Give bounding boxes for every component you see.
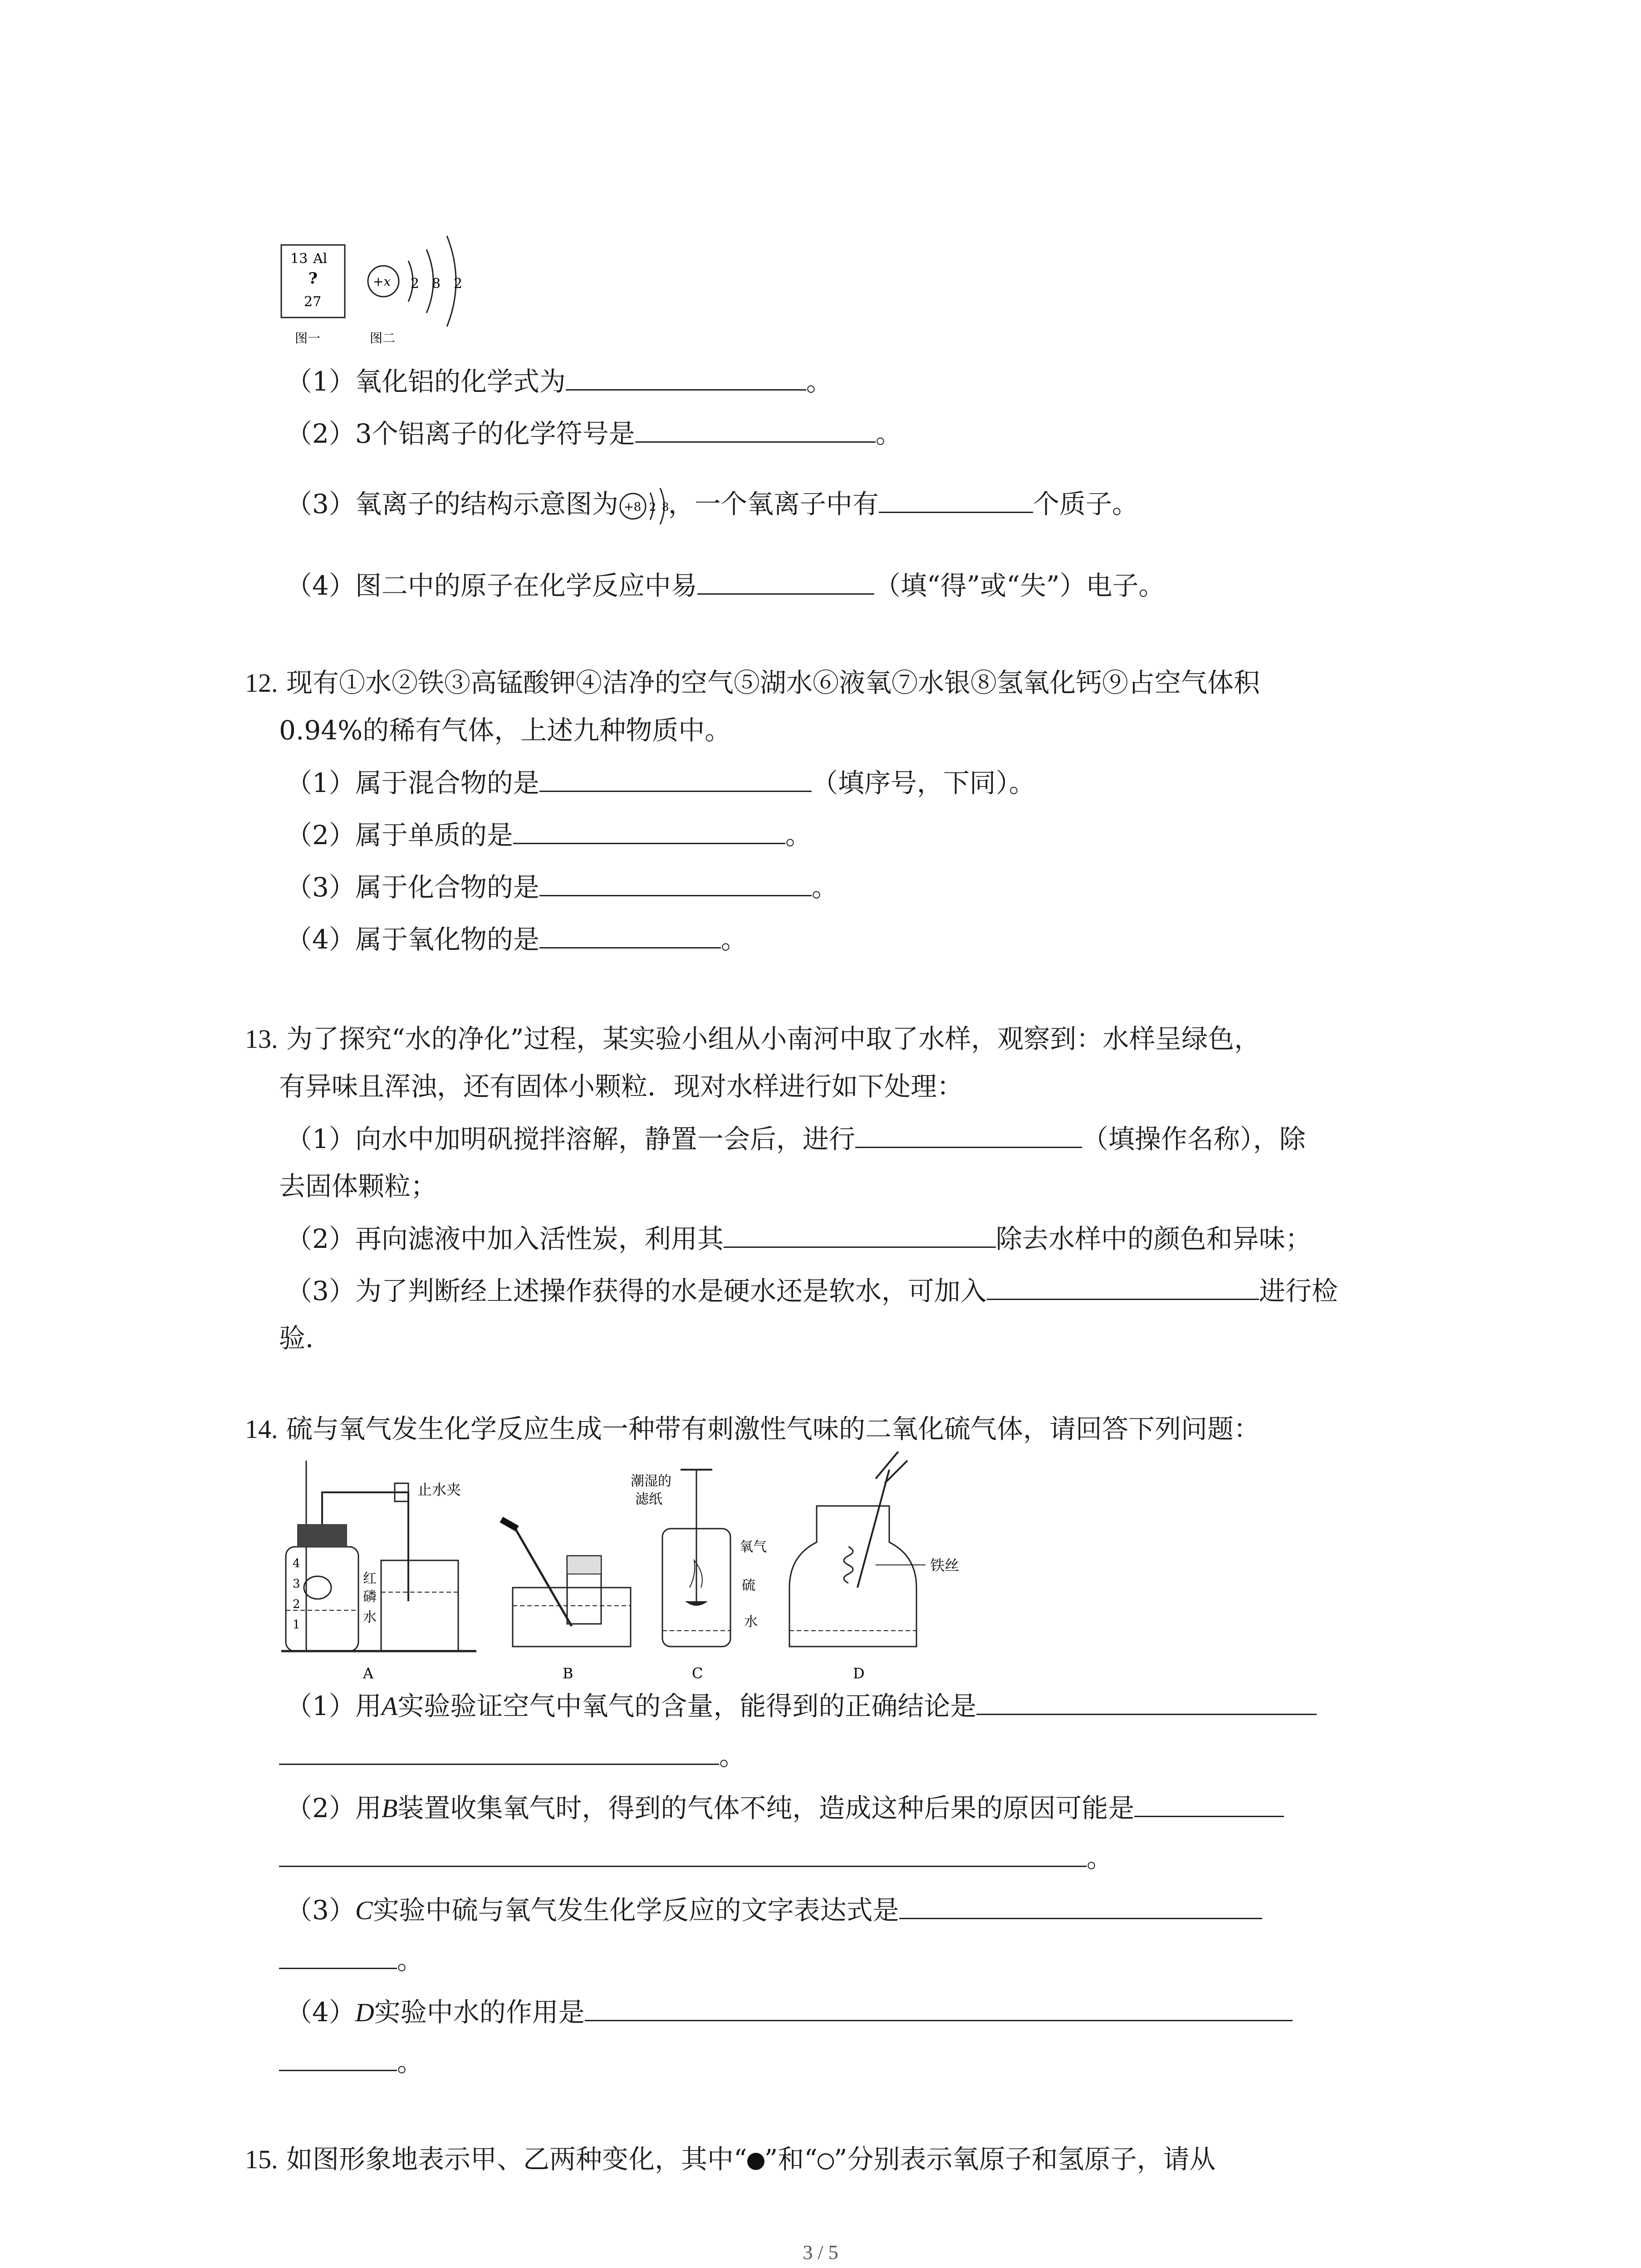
q11-answer-blank-1[interactable] xyxy=(566,363,806,391)
q15-number: 15. xyxy=(245,2145,278,2174)
page-number: 3 / 5 xyxy=(803,2241,838,2263)
q11-part4: （4）图二中的原子在化学反应中易 （填“得”或“失”）电子。 xyxy=(286,567,1165,604)
q14-answer-blank-2b[interactable] xyxy=(279,1839,1087,1867)
q14-answer-blank-4b[interactable] xyxy=(279,2043,397,2071)
q13-part3-line2: 验． xyxy=(279,1323,332,1354)
svg-text:水: 水 xyxy=(744,1614,758,1630)
svg-text:A: A xyxy=(363,1665,374,1682)
q12-part3: （3）属于化合物的是 。 xyxy=(286,869,838,905)
q12-answer-blank-1[interactable] xyxy=(539,764,812,792)
bottle-d xyxy=(789,1506,916,1647)
svg-text:红: 红 xyxy=(363,1571,377,1587)
svg-text:4: 4 xyxy=(293,1557,300,1570)
element-and-atom-figure xyxy=(272,218,508,354)
svg-text:磷: 磷 xyxy=(363,1589,377,1605)
q14-part1-line2: 。 xyxy=(279,1737,745,1774)
q14-part2-line2: 。 xyxy=(279,1839,1113,1876)
q11-answer-blank-2[interactable] xyxy=(635,415,876,443)
svg-text:+8: +8 xyxy=(623,500,642,514)
svg-text:1: 1 xyxy=(293,1618,300,1632)
q13-answer-blank-3[interactable] xyxy=(987,1272,1259,1300)
q12-part2: （2）属于单质的是 。 xyxy=(286,816,812,853)
q12-part4: （4）属于氧化物的是 。 xyxy=(286,921,747,958)
svg-text:止水夹: 止水夹 xyxy=(417,1481,461,1498)
caption-fig2: 图二 xyxy=(370,331,396,346)
element-unknown: ? xyxy=(309,269,318,288)
beaker-a xyxy=(381,1560,458,1651)
svg-text:D: D xyxy=(853,1665,865,1682)
q12-stem-line2: 0.94%的稀有气体，上述九种物质中。 xyxy=(279,715,731,746)
q13-part3: （3）为了判断经上述操作获得的水是硬水还是软水，可加入 进行检 xyxy=(286,1272,1338,1309)
q12-number: 12. xyxy=(245,668,278,698)
q11-part3: （3）氧离子的结构示意图为 +8 2 8 ，一个氧离子中有 个质子。 xyxy=(286,485,1138,527)
oxygen-ion-diagram xyxy=(618,486,668,527)
svg-text:3: 3 xyxy=(293,1577,300,1591)
q12-answer-blank-4[interactable] xyxy=(539,921,721,948)
stopper-a xyxy=(297,1524,347,1547)
q12-part1: （1）属于混合物的是 （填序号，下同）。 xyxy=(286,764,1035,801)
q13-number: 13. xyxy=(245,1024,278,1054)
q14-part3-line2: 。 xyxy=(279,1941,423,1978)
element-symbol: Al xyxy=(313,251,328,267)
q14-part3: （3）C实验中硫与氧气发生化学反应的文字表达式是 xyxy=(286,1892,1262,1929)
q13-part1: （1）向水中加明矾搅拌溶解，静置一会后，进行 （填操作名称），除 xyxy=(286,1120,1306,1157)
element-number: 13 xyxy=(290,251,308,267)
q11-part1: （1）氧化铝的化学式为 。 xyxy=(286,363,833,400)
q14-part4: （4）D实验中水的作用是 xyxy=(286,1994,1293,2031)
q13-answer-blank-1[interactable] xyxy=(855,1120,1082,1148)
svg-text:潮湿的: 潮湿的 xyxy=(631,1473,671,1489)
q14-answer-blank-1a[interactable] xyxy=(976,1687,1317,1715)
svg-text:水: 水 xyxy=(363,1609,377,1625)
q12-answer-blank-2[interactable] xyxy=(513,816,785,844)
q14-answer-blank-3a[interactable] xyxy=(899,1892,1262,1919)
nucleus-charge: +x xyxy=(373,274,391,289)
q11-answer-blank-3[interactable] xyxy=(879,485,1033,513)
q14-part1: （1）用A实验验证空气中氧气的含量，能得到的正确结论是 xyxy=(286,1687,1317,1725)
q11-answer-blank-4[interactable] xyxy=(697,567,874,595)
shell-1: 2 xyxy=(411,276,420,292)
q14-stem: 14. 硫与氧气发生化学反应生成一种带有刺激性气味的二氧化硫气体，请回答下列问题： xyxy=(245,1413,1260,1444)
q13-answer-blank-2[interactable] xyxy=(724,1220,996,1248)
q14-answer-blank-1b[interactable] xyxy=(279,1737,719,1765)
svg-text:硫: 硫 xyxy=(742,1578,755,1593)
hydrogen-atom-icon xyxy=(818,2153,834,2170)
experiment-apparatus-figure xyxy=(272,1452,1043,1687)
shell-2: 8 xyxy=(432,276,441,292)
svg-text:B: B xyxy=(563,1665,573,1682)
oxygen-atom-icon xyxy=(747,2153,764,2170)
q14-answer-blank-4a[interactable] xyxy=(585,1994,1293,2021)
q12-answer-blank-3[interactable] xyxy=(539,869,812,896)
q14-answer-blank-2a[interactable] xyxy=(1134,1789,1284,1817)
q15-stem: 15. 如图形象地表示甲、乙两种变化，其中“ ”和“ ”分别表示氧原子和氢原子，请从 xyxy=(245,2144,1216,2175)
q13-part1-line2: 去固体颗粒； xyxy=(279,1171,437,1202)
q12-stem-line1: 12. 现有①水②铁③高锰酸钾④洁净的空气⑤湖水⑥液氧⑦水银⑧氢氧化钙⑨占空气体积 xyxy=(245,667,1260,698)
svg-text:滤纸: 滤纸 xyxy=(635,1491,662,1507)
caption-fig1: 图一 xyxy=(295,331,321,346)
q14-part2: （2）用B装置收集氧气时，得到的气体不纯，造成这种后果的原因可能是 xyxy=(286,1789,1284,1827)
svg-text:8: 8 xyxy=(661,500,668,513)
q14-answer-blank-3b[interactable] xyxy=(279,1941,397,1969)
svg-text:2: 2 xyxy=(649,500,656,513)
q14-number: 14. xyxy=(245,1414,278,1444)
trough-b xyxy=(513,1588,631,1647)
element-mass: 27 xyxy=(304,294,322,310)
svg-text:铁丝: 铁丝 xyxy=(930,1557,960,1574)
q11-part2: （2）3个铝离子的化学符号是 。 xyxy=(286,415,902,452)
shell-3: 2 xyxy=(454,276,463,292)
q13-stem-line2: 有异味且浑浊，还有固体小颗粒．现对水样进行如下处理： xyxy=(279,1071,964,1102)
q13-stem-line1: 13. 为了探究“水的净化”过程，某实验小组从小南河中取了水样，观察到：水样呈绿色， xyxy=(245,1023,1261,1054)
q13-part2: （2）再向滤液中加入活性炭，利用其 除去水样中的颜色和异味； xyxy=(286,1220,1312,1257)
svg-text:2: 2 xyxy=(293,1598,300,1611)
q14-part4-line2: 。 xyxy=(279,2043,423,2080)
svg-text:C: C xyxy=(692,1665,703,1682)
svg-text:氧气: 氧气 xyxy=(740,1539,767,1555)
